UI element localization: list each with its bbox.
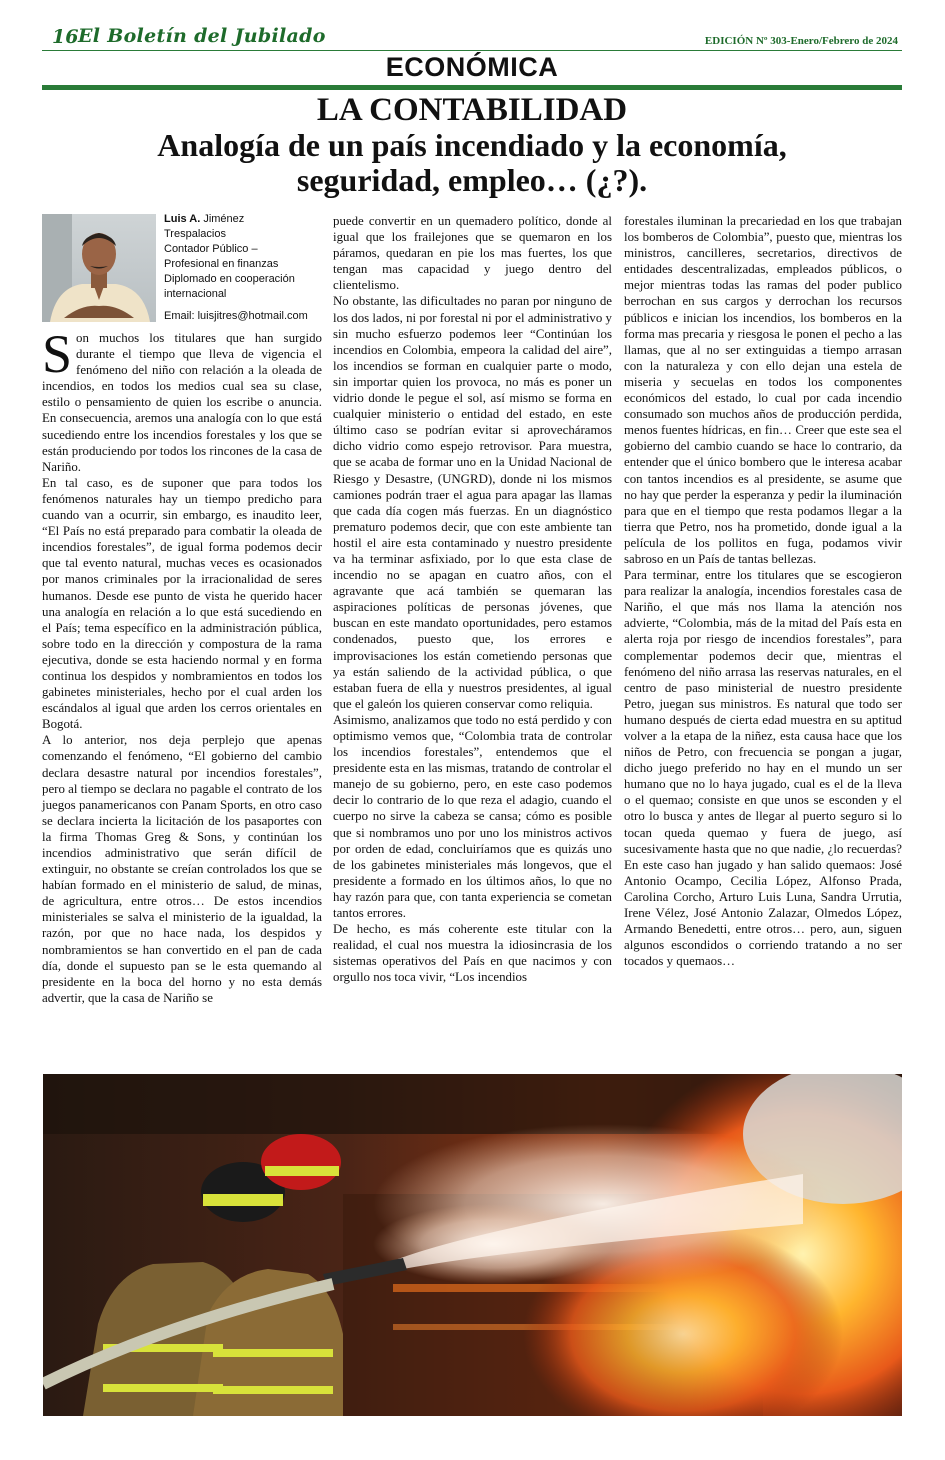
author-name: Luis A. Jiménez bbox=[164, 213, 245, 225]
section-title: ECONÓMICA bbox=[385, 52, 559, 82]
paragraph: A lo anterior, nos deja perplejo que apenas comenzando el fenómeno, “El gobierno del cambio declara desastre natural por incendios forestales”, pero al tiempo se declara no pagable el contrato de los juegos panamericanos con Panam Sports, en otro caso se declara incierta la licitación de los pasaportes con la firma Thomas Greg & Sons, y continúan los incendios administrativo que serán difícil de extinguir, no obstante se creían controlados los que se habían formado en el ministerio de salud, de minas, de agricultura, entre otros… De estos incendios ministeriales se salva el ministerio de la igualdad, la razón, por que no hace nada, los despidos y nombramientos se han convertido en el pan de cada día, donde el supuesto pan se le esta quemando al presidente en la boca del horno y no esta demás advertir, que la casa de Nariño se bbox=[42, 733, 322, 1005]
subtitle-line-1: Analogía de un país incendiado y la economía, bbox=[157, 127, 787, 163]
paragraph: Asimismo, analizamos que todo no está perdido y con optimismo vemos que, “Colombia trata de controlar los incendios forestales”, entendemos que el presidente esta en las mismas, tratando de controlar el manejo de su gobierno, pero, en este caso podemos decir lo contrario de lo que reza el adagio, cuando el cuerpo no sirve la cabeza se cansa; cómo es posible que si nombramos uno por uno los ministros activos por orden de edad, concluiríamos que es quizás uno de los gabinetes ministeriales más longevos, que el presidente a formado en los últimos años, lo que no hay razón para que, con tanta experiencia se cometan tantos errores. bbox=[333, 712, 612, 921]
author-line: Profesional en finanzas bbox=[164, 258, 279, 270]
author-box bbox=[42, 212, 324, 324]
article-subtitle bbox=[42, 128, 902, 198]
edition-label: EDICIÓN Nº 303-Enero/Febrero de 2024 bbox=[704, 35, 898, 47]
page-header bbox=[42, 24, 902, 52]
author-info bbox=[164, 212, 328, 324]
subtitle-line-2: seguridad, empleo… (¿?). bbox=[296, 162, 648, 198]
masthead: El Boletín del Jubilado bbox=[78, 25, 326, 47]
article-column-2 bbox=[333, 213, 612, 986]
paragraph: Son muchos los titulares que han surgido durante el tiempo que lleva de vigencia el fenómeno del niño con relación a la oleada de incendios, en todos los medios cual sea su clase, estilo o pensamiento de quien los escribe o anuncia. En consecuencia, aremos una analogía con lo que está sucediendo entre los incendios forestales y los que se están produciendo por todos los rincones de la casa de Nariño. bbox=[42, 324, 322, 474]
header-rule bbox=[42, 50, 902, 51]
firefighters-photo bbox=[43, 1074, 902, 1416]
section-rule bbox=[42, 85, 902, 90]
article-column-3 bbox=[624, 213, 902, 969]
author-line: Contador Público – bbox=[164, 243, 258, 255]
paragraph: No obstante, las dificultades no paran por ninguno de los dos lados, ni por forestal ni por el administrativo y sin mucho esfuerzo podemos leer “Continúan los incendios en Colombia, empeora la calidad del aire”, los incendios se forman en cualquier parte o modo, sin importar quien los provoca, no más es poner un vidrio donde le pegue el sol, así mismo se forma en cualquier ministerio o entidad del estado, en este último caso se podrían evitar si aprovecháramos dicho vidrio como espejo retrovisor. Para muestra, que se acaba de formar uno en la Unidad Nacional de Riesgo y Desastre, (UNGRD), donde ni los mismos camiones podrán traer el agua para apagar las llamas que cada día cogen más fuerzas. En un diagnóstico prematuro podemos decir, que con este ambiente tan hostil el aire esta contaminado y nuestro presidente va ha terminar asfixiado, por lo que esta clase de incendio no se apagan en cuatro años, con el agravante que acá también se quemaran las aspiraciones políticas de personas jóvenes, que buscan en este mandato oportunidades, pero estamos condenados, puesto que, los errores e improvisaciones los están cometiendo personas que ya están saliendo de la actividad pública, o que estaban fuera de ella y nuestros presidentes, al igual que el galeón los quieren conservar como reliquia. bbox=[333, 294, 612, 711]
article-column-1 bbox=[42, 324, 322, 1006]
author-line: internacional bbox=[164, 288, 227, 300]
paragraph: puede convertir en un quemadero político, donde al igual que los frailejones que se quemaron en los páramos, quedaran en pie los mas fuertes, los que tengan mas capacidad y juego dentro del clientelismo. bbox=[333, 214, 612, 293]
paragraph: En tal caso, es de suponer que para todos los fenómenos naturales hay un tiempo predicho para cuando van a ocurrir, sin embargo, es inaudito leer, “El País no está preparado para combatir la oleada de incendios forestales”, de igual forma podemos decir que tal evento natural, muchas veces es ocasionados por manos criminales por la irracionalidad de seres humanos. Desde ese punto de vista he querido hacer una analogía en relación a lo que está sucediendo en el País; tema específico en la administración pública, sobre todo en la dirección y compostura de la rama ejecutiva, donde se esta haciendo normal y en forma continua los despidos y nombramientos en todos los gabinetes ministeriales, hecho por el cual arden los escándalos al igual que arden los cerros orientales en Bogotá. bbox=[42, 475, 322, 732]
paragraph: De hecho, es más coherente este titular con la realidad, el cual nos muestra la idiosincrasia de los sistemas operativos del País en que nacimos y con orgullo nos toca vivir, “Los incendios bbox=[333, 922, 612, 985]
author-photo bbox=[42, 214, 156, 322]
drop-cap: S bbox=[42, 324, 73, 384]
paragraph: forestales iluminan la precariedad en los que trabajan los bomberos de Colombia”, puesto que, mientras los ministros, cancilleres, secretarios, directivos de entidades descentralizadas, empleados públicos, o mejor mientras todas las ramas del poder publico berrochan en sus cargos y derrochan los recursos públicos e inician los incendios, los bomberos en la forma mas precaria y riesgosa le ponen el pecho a las llamas, que al no ser extinguidas a tiempo arrasan con la naturaleza y con ello dejan una estela de miseria y secuelas en todos los componentes económicos del estado, lo cual por cada incendio consumado son muchos años de producción perdida, menos fuentes hídricas, en fin… Creer que este sea el gobierno del cambio cuando se hace lo contrario, da entender que el único bombero que le interesa acabar con tantos incendios es al presidente, se asume que no hay que perder la esperanza y pedir la iluminación para que en el tiempo que resta podamos llegar a la tierra que Petro, nos ha prometido, donde igual a la película de los pollitos en fuga, podamos vivir sabroso en un País de tantas bellezas. bbox=[624, 214, 902, 566]
paragraph: Para terminar, entre los titulares que se escogieron para realizar la analogía, incendios forestales casa de Nariño, el que más nos llama la atención nos advierte, “Colombia, más de la mitad del País esta en alerta roja por riesgo de incendios forestales”, para complementar podemos decir que, mientras el fenómeno del niño arrasa las reservas naturales, en el centro de paso ministerial de nuestro presidente Petro, juegan sus ministros. Es natural que todo ser humano después de cierta edad muestra en su aptitud volver a la etapa de la niñez, esta causa hace que los niños de Petro, con frecuencia se pongan a jugar, dicho juego preferido no hay en el mundo un ser humano que no lo haya jugado, cual es el de la lleva o el quemao; consiste en que unos se esconden y el otro lo busca y antes de llegar al puerto seguro si lo tocan queda quemao y fuera de juego, así sucesivamente hasta que no que nadie, ¿lo recuerdas? En este caso han jugado y han salido quemaos: José Antonio Ocampo, Cecilia López, Alfonso Prada, Carolina Corcho, Arturo Luis Luna, Sandra Urrutia, Irene Vélez, José Antonio Zalazar, Olmedos López, Armando Benedetti, entre otros… pero, aun, siguen algunos escondidos o corriendo tratando a no ser tocados y quemaos… bbox=[624, 568, 902, 969]
article-title: LA CONTABILIDAD bbox=[316, 92, 628, 128]
author-line: Trespalacios bbox=[164, 228, 226, 240]
author-email[interactable]: Email: luisjitres@hotmail.com bbox=[164, 310, 308, 322]
author-line: Diplomado en cooperación bbox=[164, 273, 295, 285]
page-number: 16 bbox=[52, 26, 79, 48]
